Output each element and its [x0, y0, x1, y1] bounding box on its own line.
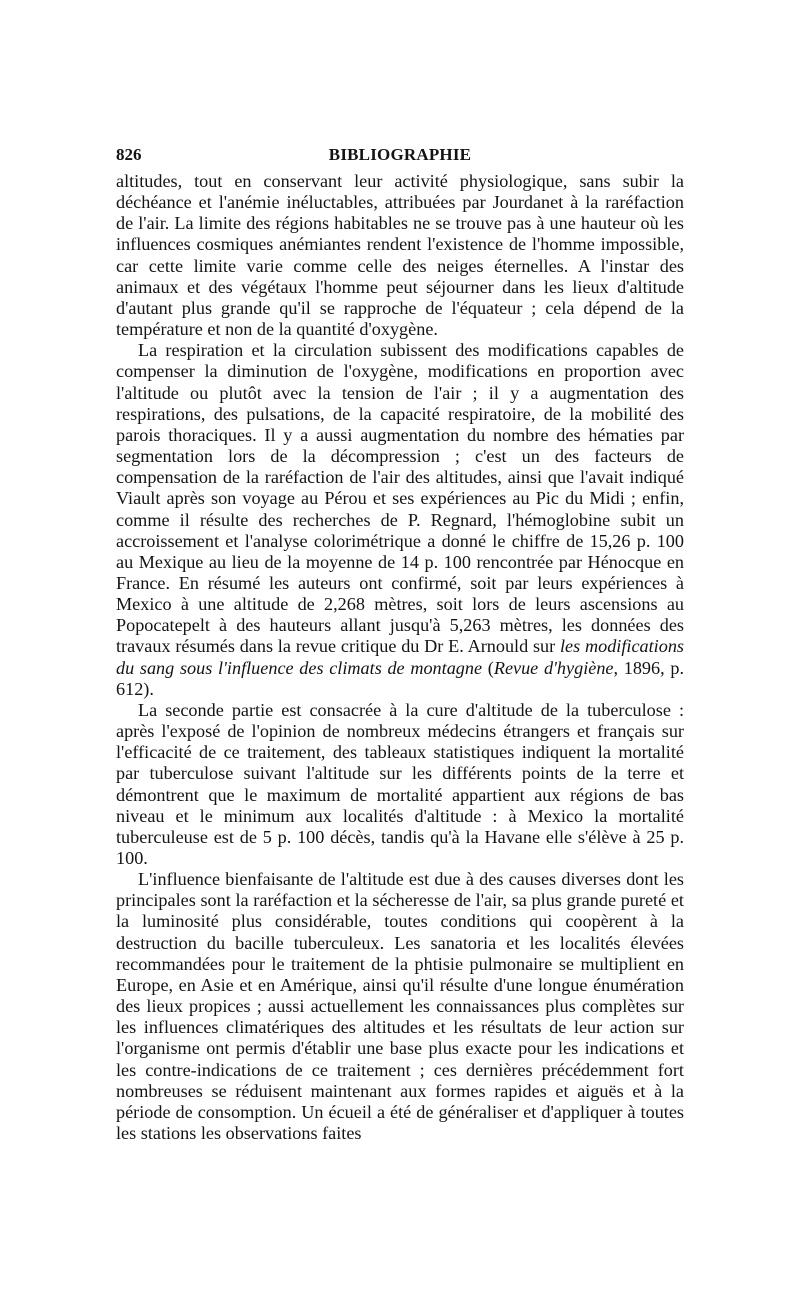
paragraph — [116, 340, 684, 700]
paragraph-text: La respiration et la circulation subissent des modifications capables de compenser la diminution de l'oxygène, modifications en proportion avec l'altitude ou plutôt avec la tension de l'air ; il y a augmentation des respirations, des pulsations, de la capacité respiratoire, de la mobilité des parois thoraciques. Il y a aussi augmentation du nombre des hématies par segmentation lors de la décompression ; c'est un des facteurs de compensation de la raréfaction de l'air des altitudes, ainsi que l'avait indiqué Viault après son voyage au Pérou et ses expériences au Pic du Midi ; enfin, comme il résulte des recherches de P. Regnard, l'hémoglobine subit un accroissement et l'analyse colorimétrique a donné le chiffre de 15,26 p. 100 au Mexique au lieu de la moyenne de 14 p. 100 rencontrée par Hénocque en France. En résumé les auteurs ont confirmé, soit par leurs expériences à Mexico à une altitude de 2,268 mètres, soit lors de leurs ascensions au Popocatepelt à des hauteurs allant jusqu'à 5,263 mètres, les données des travaux résumés dans la revue critique du Dr E. Arnould sur — [116, 340, 684, 657]
paragraph — [116, 171, 684, 340]
paragraph-text: altitudes, tout en conservant leur activité physiologique, sans subir la déchéance et l'anémie inéluctables, attribuées par Jourdanet à la raréfaction de l'air. La limite des régions habitables ne se trouve pas à une hauteur où les influences cosmiques anémiantes rendent l'existence de l'homme impossible, car cette limite varie comme celle des neiges éternelles. A l'instar des animaux et des végétaux l'homme peut séjourner dans les lieux d'altitude d'autant plus grande qu'il se rapproche de l'équateur ; cela dépend de la température et non de la quantité d'oxygène. — [116, 171, 684, 340]
paragraph — [116, 700, 684, 869]
paragraph-text: ( — [482, 657, 494, 678]
italic-text: Revue d'hygiène — [493, 657, 614, 678]
paragraph-text: L'influence bienfaisante de l'altitude est due à des causes diverses dont les principales sont la raréfaction et la sécheresse de l'air, sa plus grande pureté et la luminosité plus considérable, toutes conditions qui coopèrent à la destruction du bacille tuberculeux. Les sanatoria et les localités élevées recommandées pour le traitement de la phtisie pulmonaire se multiplient en Europe, en Asie et en Amérique, ainsi qu'il résulte d'une longue énumération des lieux propices ; aussi actuellement les connaissances plus complètes sur les influences climatériques des altitudes et les résultats de leur action sur l'organisme ont permis d'établir une base plus exacte pour les indications et les contre-indications de ce traitement ; ces dernières précédemment fort nombreuses se réduisent maintenant aux formes rapides et aiguës et à la période de consomption. Un écueil a été de généraliser et d'appliquer à toutes les stations les observations faites — [116, 869, 684, 1144]
page-header — [116, 145, 684, 169]
page-number: 826 — [116, 145, 142, 164]
body-text — [116, 171, 684, 1144]
running-title: BIBLIOGRAPHIE — [328, 145, 472, 164]
paragraph — [116, 869, 684, 1144]
paragraph-text: La seconde partie est consacrée à la cure d'altitude de la tuberculose : après l'exposé de l'opinion de nombreux médecins étrangers et français sur l'efficacité de ce traitement, des tableaux statistiques indiquent la mortalité par tuberculose suivant l'altitude sur les différents points de la terre et démontrent que le maximum de mortalité appartient aux régions de bas niveau et le minimum aux localités d'altitude : à Mexico la mortalité tuberculeuse est de 5 p. 100 décès, tandis qu'à la Havane elle s'élève à 25 p. 100. — [116, 699, 684, 868]
paragraph-text: , 1896, p. 612). — [116, 657, 684, 699]
italic-text: les modifications du sang sous l'influence des climats de montagne — [116, 636, 684, 678]
